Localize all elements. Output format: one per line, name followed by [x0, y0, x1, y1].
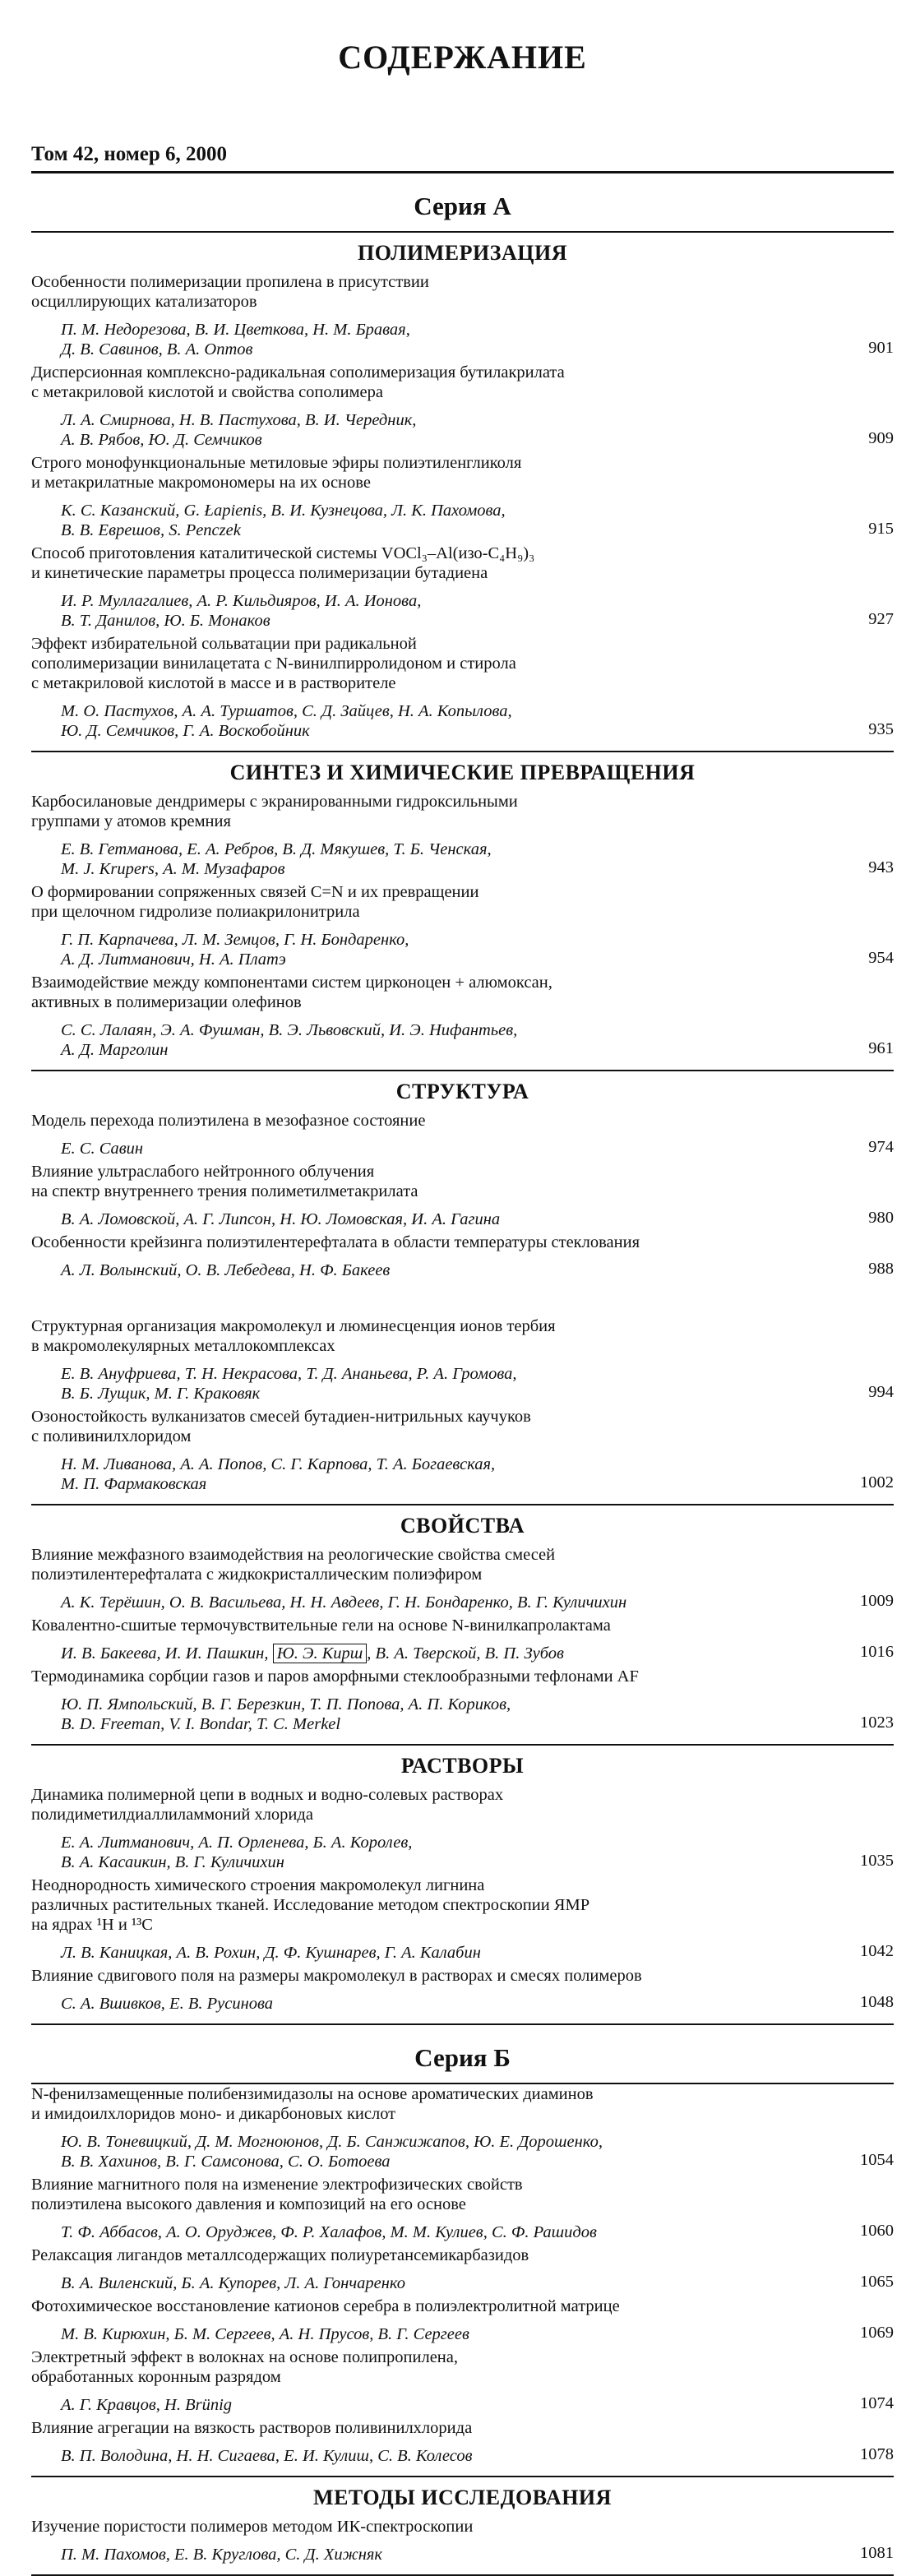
toc-section — [31, 233, 894, 751]
page-number: 943 — [868, 858, 894, 876]
article-authors: С. А. Вшивков, Е. В. Русинова — [61, 1995, 273, 2013]
article-title: Ковалентно-сшитые термочувствительные гели на основе N-винилкапролактама — [31, 1616, 611, 1635]
article-title: Электретный эффект в волокнах на основе полипропилена, обработанных коронным разрядом — [31, 2348, 458, 2386]
article-authors: А. Л. Волынский, О. В. Лебедева, Н. Ф. Бакеев — [61, 1261, 391, 1279]
toc-entry — [31, 2347, 894, 2415]
article-title: Строго монофункциональные метиловые эфиры полиэтиленгликоля и метакрилатные макромономеры на их основе — [31, 454, 522, 492]
article-authors: Ю. П. Ямпольский, В. Г. Березкин, Т. П. Попова, А. П. Кориков, B. D. Freeman, V. I. Bondar, T. C. Merkel — [61, 1695, 511, 1733]
article-title: Изучение пористости полимеров методом ИК-спектроскопии — [31, 2518, 474, 2536]
entry-spacer — [31, 1283, 894, 1316]
article-title: Карбосилановые дендримеры с экранированными гидроксильными группами у атомов кремния — [31, 793, 518, 830]
article-authors: Г. П. Карпачева, Л. М. Земцов, Г. Н. Бондаренко, А. Д. Литманович, Н. А. Платэ — [61, 931, 409, 969]
section-title: СВОЙСТВА — [400, 1514, 525, 1538]
article-authors: В. П. Володина, Н. Н. Сигаева, Е. И. Кулиш, С. В. Колесов — [61, 2447, 473, 2465]
toc-entry — [31, 453, 894, 540]
page-number: 1054 — [860, 2151, 894, 2169]
page-number: 1078 — [860, 2445, 894, 2463]
toc-entry — [31, 1111, 894, 1159]
toc-entry — [31, 2517, 894, 2564]
article-title: Влияние сдвигового поля на размеры макромолекул в растворах и смесях полимеров — [31, 1967, 642, 1985]
article-title: Влияние ультраслабого нейтронного облучения на спектр внутреннего трения полиметилметакрилата — [31, 1163, 418, 1200]
toc-section — [31, 1746, 894, 2023]
article-authors: Е. В. Гетманова, Е. А. Ребров, В. Д. Мякушев, Т. Б. Ченская, M. J. Krupers, А. М. Музафаров — [61, 840, 492, 878]
page-number: 1060 — [860, 2222, 894, 2240]
article-title: Эффект избирательной сольватации при радикальной сополимеризации винилацетата с N-винилпирролидоном и стирола с метакриловой кислотой в массе и в растворителе — [31, 635, 516, 692]
page-number: 927 — [868, 610, 894, 628]
article-authors: И. Р. Муллагалиев, А. Р. Кильдияров, И. А. Ионова, В. Т. Данилов, Ю. Б. Монаков — [61, 592, 422, 630]
article-title: Релаксация лигандов металлсодержащих полиуретанcемикарбазидов — [31, 2246, 529, 2264]
page-number: 1074 — [860, 2394, 894, 2412]
article-title: Структурная организация макромолекул и люминесценция ионов тербия в макромолекулярных металлокомплексах — [31, 1317, 556, 1355]
article-title: Термодинамика сорбции газов и паров аморфными стеклообразными тефлонами AF — [31, 1667, 639, 1686]
toc-entry — [31, 2296, 894, 2344]
page-number: 961 — [868, 1039, 894, 1057]
article-title: Дисперсионная комплексно-радикальная сополимеризация бутилакрилата с метакриловой кислотой и свойства сополимера — [31, 363, 565, 401]
article-title: Влияние агрегации на вязкость растворов поливинилхлорида — [31, 2419, 473, 2437]
page-number: 954 — [868, 949, 894, 967]
toc-entry — [31, 1875, 894, 1963]
page-number: 901 — [868, 339, 894, 357]
page-number: 1042 — [860, 1942, 894, 1960]
section-title: ПОЛИМЕРИЗАЦИЯ — [358, 241, 567, 265]
page-number: 1081 — [860, 2544, 894, 2562]
article-authors: В. А. Виленский, Б. А. Купорев, Л. А. Гончаренко — [61, 2274, 405, 2292]
article-title: Влияние магнитного поля на изменение электрофизических свойств полиэтилена высокого давления и композиций на его основе — [31, 2176, 523, 2213]
series-title: Серия А — [414, 192, 511, 220]
page-number: 1016 — [860, 1643, 894, 1661]
page-number: 1048 — [860, 1993, 894, 2011]
toc-entry — [31, 1316, 894, 1404]
page-number: 1065 — [860, 2273, 894, 2291]
volume-info: Том 42, номер 6, 2000 — [31, 143, 228, 165]
article-title: Озоностойкость вулканизатов смесей бутадиен-нитрильных каучуков с поливинилхлоридом — [31, 1408, 531, 1445]
toc-entry — [31, 1407, 894, 1494]
toc-entry — [31, 543, 894, 631]
article-authors: А. Г. Кравцов, H. Brünig — [61, 2396, 233, 2414]
toc-entry — [31, 1162, 894, 1229]
series-title: Серия Б — [414, 2043, 511, 2072]
toc-entry — [31, 1233, 894, 1280]
toc-entry — [31, 272, 894, 359]
toc-entry — [31, 2418, 894, 2466]
section-title: РАСТВОРЫ — [400, 1754, 525, 1778]
table-of-contents — [31, 173, 894, 2576]
page-number: 935 — [868, 720, 894, 738]
toc-entry — [31, 973, 894, 1060]
toc-section — [31, 1505, 894, 1744]
article-authors: Н. М. Ливанова, А. А. Попов, С. Г. Карпова, Т. А. Богаевская, М. П. Фармаковская — [61, 1455, 496, 1493]
article-authors: С. С. Лалаян, Э. А. Фушман, В. Э. Львовский, И. Э. Нифантьев, А. Д. Марголин — [61, 1021, 518, 1059]
toc-entry — [31, 363, 894, 450]
article-title: Взаимодействие между компонентами систем цирконоцен + алюмоксан, активных в полимеризации олефинов — [31, 974, 552, 1011]
article-title: Неоднородность химического строения макромолекул лигнина различных растительных тканей. Исследование методом спектроскопии ЯМР на ядрах ¹H и ¹³C — [31, 1876, 590, 1934]
article-authors: К. С. Казанский, G. Łapienis, В. И. Кузнецова, Л. К. Пахомова, В. В. Еврешов, S. Penczek — [61, 502, 506, 539]
article-authors: М. О. Пастухов, А. А. Туршатов, С. Д. Зайцев, Н. А. Копылова, Ю. Д. Семчиков, Г. А. Воскобойник — [61, 702, 512, 740]
article-title: Фотохимическое восстановление катионов серебра в полиэлектролитной матрице — [31, 2297, 620, 2315]
page-number: 988 — [868, 1260, 894, 1278]
toc-entry — [31, 1545, 894, 1612]
toc-entry — [31, 2245, 894, 2293]
article-title: Особенности крейзинга полиэтилентерефталата в области температуры стеклования — [31, 1233, 640, 1251]
page-number: 1002 — [860, 1473, 894, 1491]
page-number: 1009 — [860, 1592, 894, 1610]
article-authors: Е. С. Савин — [61, 1140, 144, 1158]
article-title: О формировании сопряженных связей C=N и их превращении при щелочном гидролизе полиакрилонитрила — [31, 883, 479, 921]
toc-entry — [31, 1667, 894, 1734]
article-authors: Е. А. Литманович, А. П. Орленева, Б. А. Королев, В. А. Касаикин, В. Г. Куличихин — [61, 1834, 413, 1871]
article-authors: И. В. Бакеева, И. И. Пашкин, Ю. Э. Кирш , В. А. Тверской, В. П. Зубов — [61, 1644, 564, 1663]
article-title: Способ приготовления каталитической системы VOCl₃–Al(изо-C₄H₉)₃ и кинетические параметры процесса полимеризации бутадиена — [31, 544, 535, 582]
toc-entry — [31, 792, 894, 879]
article-authors: В. А. Ломовской, А. Г. Липсон, Н. Ю. Ломовская, И. А. Гагина — [61, 1210, 501, 1228]
page-number: 1069 — [860, 2324, 894, 2342]
toc-section — [31, 2084, 894, 2476]
page-number: 909 — [868, 429, 894, 447]
page-number: 915 — [868, 520, 894, 538]
page-number: 980 — [868, 1209, 894, 1227]
page-number: 1023 — [860, 1713, 894, 1732]
article-title: N-фенилзамещенные полибензимидазолы на основе ароматических диаминов и имидоилхлоридов моно- и дикарбоновых кислот — [31, 2085, 594, 2123]
article-authors: А. К. Терёшин, О. В. Васильева, Н. Н. Авдеев, Г. Н. Бондаренко, В. Г. Куличихин — [61, 1593, 627, 1612]
page-title: СОДЕРЖАНИЕ — [338, 39, 587, 76]
toc-entry — [31, 1785, 894, 1872]
article-authors: Е. В. Ануфриева, Т. Н. Некрасова, Т. Д. Ананьева, Р. А. Громова, В. Б. Лущик, М. Г. Краковяк — [61, 1365, 517, 1403]
toc-section — [31, 2477, 894, 2574]
page-number: 974 — [868, 1138, 894, 1156]
article-title: Влияние межфазного взаимодействия на реологические свойства смесей полиэтилентерефталата с жидкокристаллическим полиэфиром — [31, 1546, 556, 1584]
toc-entry — [31, 2084, 894, 2171]
toc-entry — [31, 882, 894, 969]
page-number: 994 — [868, 1383, 894, 1401]
toc-entry — [31, 2175, 894, 2242]
article-authors: Ю. В. Тоневицкий, Д. М. Могноюнов, Д. Б. Санжижапов, Ю. Е. Дорошенко, В. В. Хахинов, В. Г. Самсонова, С. О. Ботоева — [61, 2133, 603, 2171]
article-title: Особенности полимеризации пропилена в присутствии осциллирующих катализаторов — [31, 273, 429, 311]
article-title: Динамика полимерной цепи в водных и водно-солевых растворах полидиметилдиаллиламмоний хлорида — [31, 1786, 504, 1824]
article-authors: П. М. Пахомов, Е. В. Круглова, С. Д. Хижняк — [61, 2546, 382, 2564]
article-authors: П. М. Недорезова, В. И. Цветкова, Н. М. Бравая, Д. В. Савинов, В. А. Оптов — [61, 321, 410, 358]
toc-entry — [31, 1966, 894, 2014]
section-title: СИНТЕЗ И ХИМИЧЕСКИЕ ПРЕВРАЩЕНИЯ — [229, 761, 696, 784]
toc-entry — [31, 1616, 894, 1663]
toc-section — [31, 1071, 894, 1504]
toc-section — [31, 752, 894, 1070]
article-authors: Л. А. Смирнова, Н. В. Пастухова, В. И. Чередник, А. В. Рябов, Ю. Д. Семчиков — [61, 411, 417, 449]
deceased-author-box: Ю. Э. Кирш — [273, 1644, 368, 1663]
toc-entry — [31, 634, 894, 741]
article-authors: М. В. Кирюхин, Б. М. Сергеев, А. Н. Прусов, В. Г. Сергеев — [61, 2325, 469, 2343]
article-authors: Т. Ф. Аббасов, А. О. Оруджев, Ф. Р. Халафов, М. М. Кулиев, С. Ф. Рашидов — [61, 2223, 597, 2241]
page-number: 1035 — [860, 1852, 894, 1870]
article-authors: Л. В. Каницкая, А. В. Рохин, Д. Ф. Кушнарев, Г. А. Калабин — [61, 1944, 481, 1962]
section-title: МЕТОДЫ ИССЛЕДОВАНИЯ — [313, 2486, 612, 2509]
article-title: Модель перехода полиэтилена в мезофазное состояние — [31, 1112, 426, 1130]
section-title: СТРУКТУРА — [395, 1080, 529, 1103]
